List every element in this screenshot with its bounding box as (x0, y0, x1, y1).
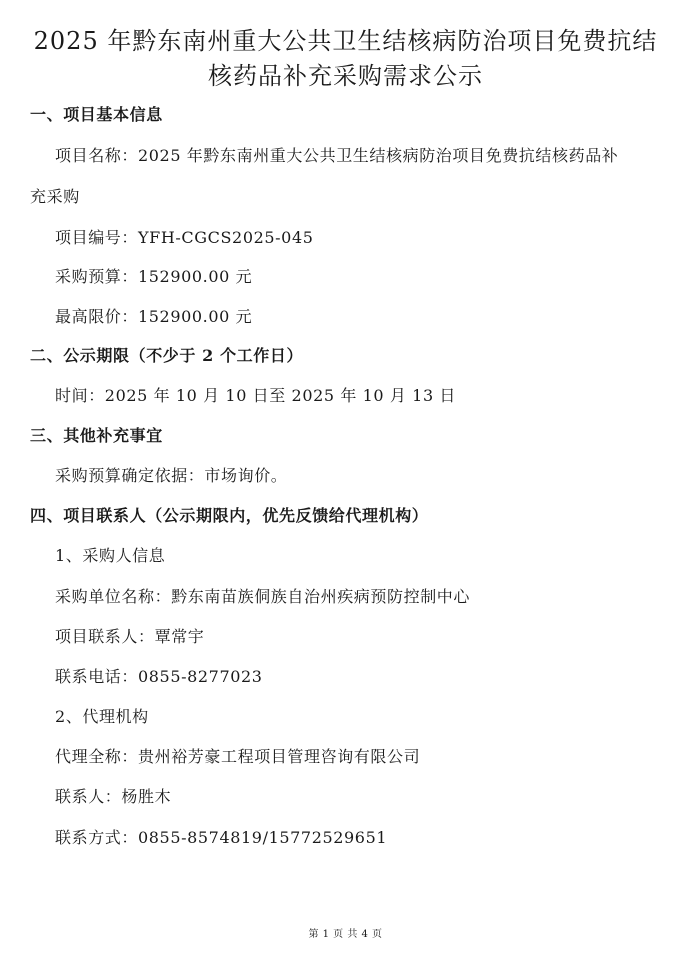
agency-heading: 2、代理机构 (55, 707, 149, 726)
purchaser-phone: 联系电话：0855-8277023 (55, 667, 263, 686)
procurement-budget: 采购预算：152900.00 元 (55, 267, 253, 286)
agency-phone: 联系方式：0855-8574819/15772529651 (55, 828, 388, 847)
purchaser-name: 采购单位名称：黔东南苗族侗族自治州疾病预防控制中心 (55, 587, 471, 606)
project-name-line-1: 项目名称：2025 年黔东南州重大公共卫生结核病防治项目免费抗结核药品补 (55, 146, 619, 165)
page-number-footer: 第 1 页 共 4 页 (308, 929, 383, 940)
section-3-heading: 三、其他补充事宜 (30, 426, 163, 445)
project-name-line-2: 充采购 (30, 187, 80, 206)
purchaser-contact-person: 项目联系人：覃常宇 (55, 627, 205, 646)
project-number: 项目编号：YFH-CGCS2025-045 (55, 228, 314, 247)
section-1-heading: 一、项目基本信息 (30, 105, 163, 124)
section-2-heading: 二、公示期限（不少于 2 个工作日） (30, 346, 304, 365)
document-title-line-1: 2025 年黔东南州重大公共卫生结核病防治项目免费抗结 (33, 27, 658, 55)
document-title-line-2: 核药品补充采购需求公示 (208, 62, 483, 90)
purchaser-info-heading: 1、采购人信息 (55, 546, 166, 565)
publicity-time: 时间：2025 年 10 月 10 日至 2025 年 10 月 13 日 (55, 386, 457, 405)
section-4-heading: 四、项目联系人（公示期限内，优先反馈给代理机构） (30, 506, 429, 525)
maximum-price: 最高限价：152900.00 元 (55, 307, 253, 326)
agency-contact-person: 联系人：杨胜木 (55, 787, 172, 806)
budget-basis: 采购预算确定依据：市场询价。 (55, 466, 288, 485)
agency-name: 代理全称：贵州裕芳豪工程项目管理咨询有限公司 (55, 747, 421, 766)
